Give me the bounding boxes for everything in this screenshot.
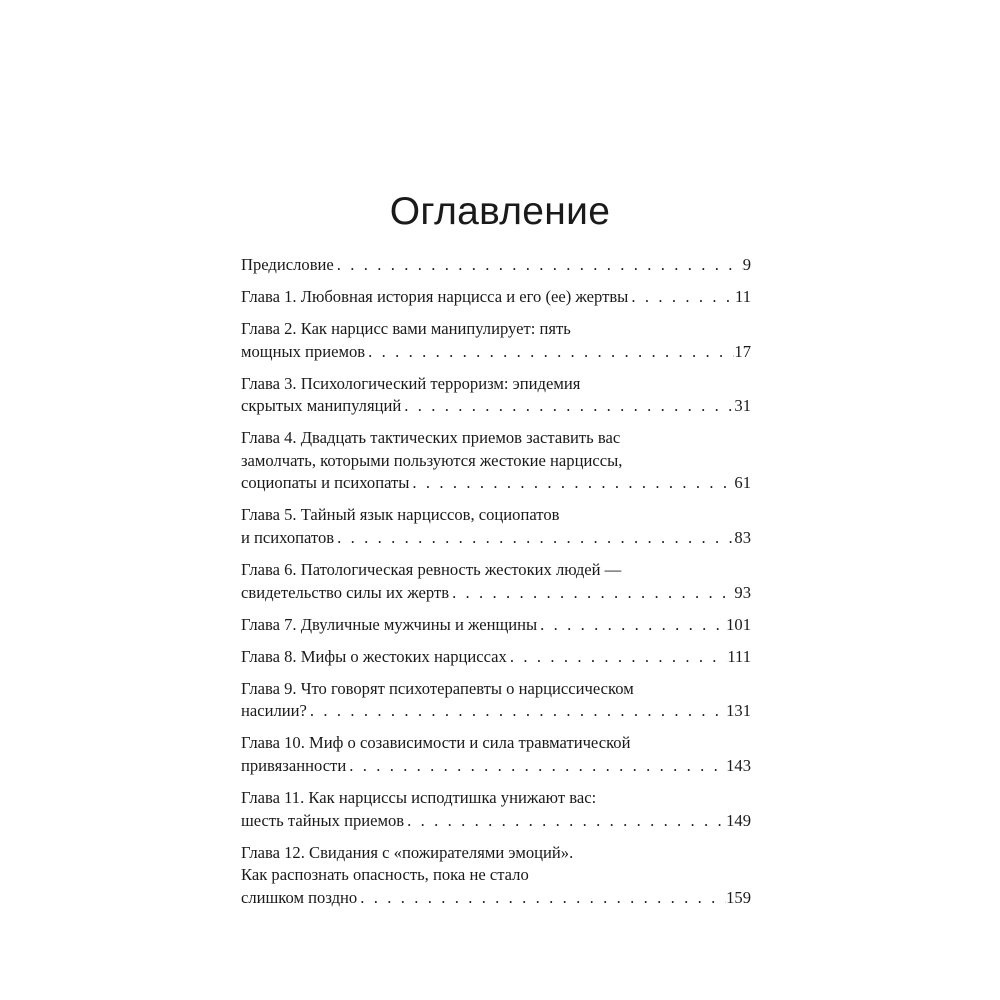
toc-entry-last-line [241, 700, 751, 723]
toc-page-number: 9 [742, 255, 751, 274]
toc-entry [241, 427, 751, 495]
toc-entry [241, 732, 751, 777]
toc-entry-title-line: свидетельство силы их жертв [241, 582, 450, 602]
toc-page-number: 111 [727, 646, 751, 666]
toc-entry-last-line [241, 472, 751, 495]
toc-entry-last-line [241, 614, 751, 637]
toc-entry [241, 504, 751, 549]
dot-leader [346, 755, 726, 778]
dot-leader [409, 472, 734, 495]
dot-leader [334, 527, 734, 550]
toc-entry-last-line [241, 646, 751, 669]
toc-page-number: 31 [734, 396, 751, 416]
toc-entry-last-line [241, 810, 751, 833]
toc-page-number: 159 [726, 887, 751, 907]
toc-entry [241, 787, 751, 832]
toc-entry-title-line: Предисловие [241, 255, 334, 274]
toc-page-number: 17 [734, 341, 751, 361]
toc-entry [241, 678, 751, 723]
toc-entry-title-line: и психопатов [241, 527, 335, 547]
toc-entry-title-line: Как распознать опасность, пока не стало [241, 865, 529, 885]
toc-entry-last-line [241, 254, 751, 277]
toc-entry-title-line: слишком поздно [241, 887, 358, 907]
toc-entry-title-line: мощных приемов [241, 341, 366, 361]
toc-entry-title-line: Глава 1. Любовная история нарцисса и его (ее) жертвы [241, 287, 629, 307]
toc-entry-last-line [241, 286, 751, 309]
toc-entry-title-line: Глава 4. Двадцать тактических приемов заставить вас [241, 428, 621, 448]
dot-leader [537, 614, 726, 637]
toc-entry-title-line: Глава 11. Как нарциссы исподтишка унижают вас: [241, 788, 597, 808]
table-of-contents [241, 254, 751, 919]
toc-page-number: 11 [735, 287, 751, 307]
dot-leader [334, 254, 743, 277]
toc-entry [241, 254, 751, 277]
toc-page-number: 131 [726, 701, 751, 721]
toc-entry-title-line: Глава 2. Как нарцисс вами манипулирует: пять [241, 319, 571, 339]
toc-entry-title-line: Глава 5. Тайный язык нарциссов, социопатов [241, 505, 560, 525]
toc-entry-last-line [241, 395, 751, 418]
toc-entry-title-line: Глава 12. Свидания с «пожирателями эмоций». [241, 842, 574, 862]
toc-entry-title-line: скрытых манипуляций [241, 396, 402, 416]
toc-entry-title-line: Глава 9. Что говорят психотерапевты о нарциссическом [241, 678, 634, 698]
toc-entry-last-line [241, 582, 751, 605]
dot-leader [507, 646, 727, 669]
toc-page-number: 93 [734, 582, 751, 602]
toc-entry [241, 559, 751, 604]
toc-entry [241, 614, 751, 637]
toc-page-number: 149 [726, 810, 751, 830]
toc-entry-title-line: социопаты и психопаты [241, 473, 410, 493]
toc-entry-title-line: Глава 6. Патологическая ревность жестоких людей — [241, 560, 622, 580]
toc-entry-title-line: замолчать, которыми пользуются жестокие нарциссы, [241, 450, 623, 470]
toc-entry-title-line: Глава 10. Миф о созависимости и сила травматической [241, 733, 631, 753]
dot-leader [365, 341, 734, 364]
toc-entry-last-line [241, 887, 751, 910]
toc-entry-title-line: Глава 7. Двуличные мужчины и женщины [241, 614, 538, 634]
toc-entry-last-line [241, 755, 751, 778]
toc-entry-title-line: насилии? [241, 701, 307, 721]
toc-entry [241, 373, 751, 418]
dot-leader [404, 810, 726, 833]
toc-entry-title-line: шесть тайных приемов [241, 810, 405, 830]
toc-entry-last-line [241, 527, 751, 550]
toc-page-number: 61 [734, 473, 751, 493]
dot-leader [628, 286, 735, 309]
dot-leader [307, 700, 726, 723]
toc-entry-title-line: Глава 8. Мифы о жестоких нарциссах [241, 646, 507, 666]
toc-entry-title-line: Глава 3. Психологический терроризм: эпидемия [241, 373, 581, 393]
dot-leader [401, 395, 734, 418]
toc-entry-last-line [241, 341, 751, 364]
toc-entry-title-line: привязанности [241, 755, 347, 775]
toc-entry [241, 842, 751, 910]
dot-leader [357, 887, 726, 910]
toc-page-number: 143 [726, 755, 751, 775]
page-title: Оглавление [389, 190, 611, 233]
toc-page-number: 101 [726, 614, 751, 634]
dot-leader [449, 582, 734, 605]
toc-entry [241, 646, 751, 669]
toc-page-number: 83 [734, 527, 751, 547]
toc-entry [241, 286, 751, 309]
toc-entry [241, 318, 751, 363]
